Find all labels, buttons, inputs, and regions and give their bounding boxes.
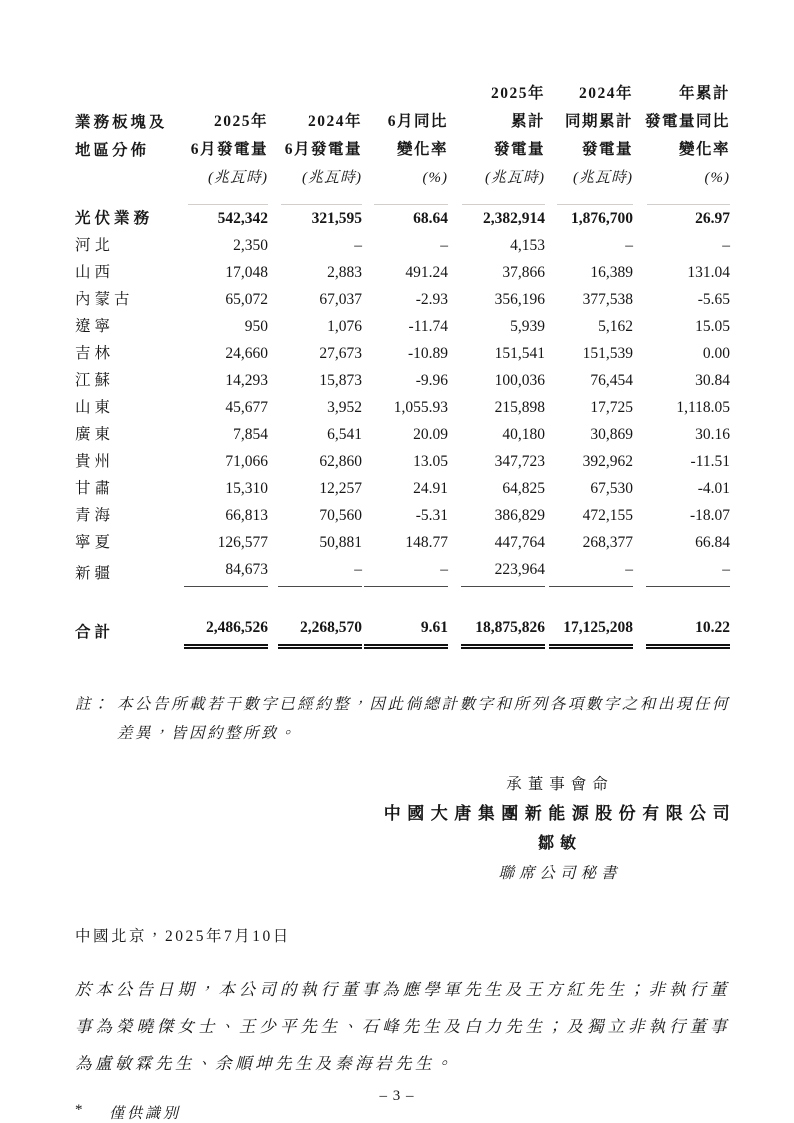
value-cell bbox=[448, 502, 545, 529]
header-line: (兆瓦時) bbox=[485, 170, 545, 186]
table-row bbox=[75, 448, 730, 475]
value: 131.04 bbox=[687, 264, 730, 281]
value: 1,055.93 bbox=[393, 399, 448, 416]
table-row bbox=[75, 421, 730, 448]
value: -11.51 bbox=[690, 453, 730, 470]
region-label: 合計 bbox=[75, 624, 115, 641]
value: -4.01 bbox=[697, 480, 730, 497]
column-header bbox=[175, 80, 268, 205]
value: 26.97 bbox=[695, 210, 730, 227]
region-label: 青海 bbox=[75, 507, 115, 524]
region-label: 遼寧 bbox=[75, 318, 115, 335]
value: 15,873 bbox=[319, 372, 362, 389]
header-line: 發電量 bbox=[493, 141, 545, 158]
company-name: 中國大唐集團新能源股份有限公司 bbox=[383, 804, 737, 823]
header-line bbox=[268, 80, 362, 108]
note-text: 本公告所載若干數字已經約整，因此倘總計數字和所列各項數字之和出現任何差異，皆因約整所致。 bbox=[117, 696, 730, 742]
header-line: 業務板塊及 bbox=[75, 114, 168, 131]
value: -9.96 bbox=[415, 372, 448, 389]
table-body bbox=[75, 205, 730, 646]
value-cell bbox=[448, 421, 545, 448]
header-rule bbox=[281, 192, 362, 205]
value: 76,454 bbox=[590, 372, 633, 389]
header-line: 累計 bbox=[510, 113, 545, 130]
header-rule bbox=[374, 192, 448, 205]
region-label: 新疆 bbox=[75, 565, 115, 582]
value-cell bbox=[175, 259, 268, 286]
value: 15,310 bbox=[225, 480, 268, 497]
table-row bbox=[75, 205, 730, 232]
value-cell bbox=[633, 367, 730, 394]
column-header bbox=[633, 80, 730, 205]
footnote bbox=[75, 1102, 730, 1123]
value-cell bbox=[448, 313, 545, 340]
value: 66,813 bbox=[225, 507, 268, 524]
region-label: 內蒙古 bbox=[75, 291, 134, 308]
value-cell bbox=[545, 232, 633, 259]
signature-block bbox=[325, 770, 794, 888]
value-cell bbox=[545, 529, 633, 556]
value: 67,037 bbox=[319, 291, 362, 308]
value-cell bbox=[362, 340, 448, 367]
value: – bbox=[364, 556, 448, 587]
value-cell bbox=[633, 587, 730, 646]
header-rule bbox=[557, 192, 633, 205]
value-cell bbox=[545, 313, 633, 340]
value-cell bbox=[268, 421, 362, 448]
table-row bbox=[75, 394, 730, 421]
header-line: 發電量同比 bbox=[644, 113, 730, 130]
column-header-region bbox=[75, 80, 175, 205]
header-line: (%) bbox=[704, 170, 730, 186]
header-line: 6月發電量 bbox=[284, 141, 362, 158]
header-line: (兆瓦時) bbox=[208, 170, 268, 186]
column-header bbox=[362, 80, 448, 205]
value-cell bbox=[448, 286, 545, 313]
table-row bbox=[75, 286, 730, 313]
header-line: 2025年 bbox=[213, 113, 268, 130]
value: 65,072 bbox=[225, 291, 268, 308]
value-cell bbox=[362, 529, 448, 556]
value: 15.05 bbox=[695, 318, 730, 335]
value: 37,866 bbox=[502, 264, 545, 281]
footnote-marker: * bbox=[75, 1102, 86, 1118]
value-cell bbox=[633, 529, 730, 556]
value: 27,673 bbox=[319, 345, 362, 362]
value-cell bbox=[545, 367, 633, 394]
value-cell bbox=[268, 529, 362, 556]
value: 392,962 bbox=[582, 453, 633, 470]
value: 24,660 bbox=[225, 345, 268, 362]
value: 9.61 bbox=[364, 614, 448, 646]
table-header bbox=[75, 80, 730, 205]
value-cell bbox=[545, 448, 633, 475]
value: 3,952 bbox=[327, 399, 362, 416]
value-cell bbox=[633, 286, 730, 313]
value-cell bbox=[268, 340, 362, 367]
secretary-title: 聯席公司秘書 bbox=[498, 865, 622, 882]
value-cell bbox=[545, 340, 633, 367]
header-line bbox=[362, 80, 448, 108]
value: – bbox=[722, 237, 730, 254]
value-cell bbox=[448, 556, 545, 587]
header-rule bbox=[647, 192, 730, 205]
value: 71,066 bbox=[225, 453, 268, 470]
value: -5.31 bbox=[415, 507, 448, 524]
value: 64,825 bbox=[502, 480, 545, 497]
value-cell bbox=[633, 232, 730, 259]
value: -18.07 bbox=[689, 507, 730, 524]
value: 1,118.05 bbox=[676, 399, 730, 416]
value-cell bbox=[545, 556, 633, 587]
value: 347,723 bbox=[494, 453, 545, 470]
value: 151,539 bbox=[582, 345, 633, 362]
value-cell bbox=[362, 394, 448, 421]
region-label: 寧夏 bbox=[75, 534, 115, 551]
value: 126,577 bbox=[217, 534, 268, 551]
table-row bbox=[75, 232, 730, 259]
header-line: 變化率 bbox=[396, 141, 448, 158]
secretary-name: 鄒敏 bbox=[537, 835, 582, 852]
value-cell bbox=[448, 475, 545, 502]
region-label: 山西 bbox=[75, 264, 115, 281]
value-cell bbox=[268, 587, 362, 646]
value-cell bbox=[362, 205, 448, 232]
value: 215,898 bbox=[494, 399, 545, 416]
value: 447,764 bbox=[494, 534, 545, 551]
value: -2.93 bbox=[415, 291, 448, 308]
value-cell bbox=[268, 286, 362, 313]
value-cell bbox=[633, 394, 730, 421]
header-line: 6月同比 bbox=[387, 113, 448, 130]
value-cell bbox=[545, 421, 633, 448]
value: 18,875,826 bbox=[461, 614, 545, 646]
value-cell bbox=[175, 313, 268, 340]
value: 356,196 bbox=[494, 291, 545, 308]
generation-table bbox=[75, 80, 730, 646]
value: 84,673 bbox=[184, 556, 268, 587]
value: 2,382,914 bbox=[483, 210, 545, 227]
value-cell bbox=[633, 556, 730, 587]
header-rule bbox=[188, 192, 268, 205]
value-cell bbox=[175, 502, 268, 529]
value: 2,268,570 bbox=[278, 614, 362, 646]
header-line: 同期累計 bbox=[564, 113, 633, 130]
value: 1,876,700 bbox=[571, 210, 633, 227]
value-cell bbox=[175, 340, 268, 367]
value: 100,036 bbox=[494, 372, 545, 389]
header-line: 2025年 bbox=[490, 85, 545, 102]
table-row bbox=[75, 313, 730, 340]
header-line: 2024年 bbox=[307, 113, 362, 130]
value-cell bbox=[448, 394, 545, 421]
value-cell bbox=[268, 475, 362, 502]
value-cell bbox=[268, 502, 362, 529]
value-cell bbox=[362, 259, 448, 286]
value-cell bbox=[362, 313, 448, 340]
region-label: 河北 bbox=[75, 237, 115, 254]
table-row bbox=[75, 587, 730, 646]
value-cell bbox=[448, 340, 545, 367]
value: 30.16 bbox=[695, 426, 730, 443]
value-cell bbox=[268, 259, 362, 286]
value-cell bbox=[175, 232, 268, 259]
value-cell bbox=[545, 587, 633, 646]
by-order-line: 承董事會命 bbox=[506, 776, 614, 793]
value: 17,125,208 bbox=[549, 614, 633, 646]
value: – bbox=[278, 556, 362, 587]
value: 950 bbox=[244, 318, 268, 335]
value: 386,829 bbox=[494, 507, 545, 524]
dateline: 中國北京，2025年7月10日 bbox=[75, 928, 291, 945]
value: – bbox=[625, 237, 633, 254]
value-cell bbox=[633, 421, 730, 448]
value-cell bbox=[545, 205, 633, 232]
value: 67,530 bbox=[590, 480, 633, 497]
value: – bbox=[646, 556, 730, 587]
value-cell bbox=[175, 529, 268, 556]
value: 1,076 bbox=[327, 318, 362, 335]
value: – bbox=[440, 237, 448, 254]
value-cell bbox=[448, 232, 545, 259]
header-line: 6月發電量 bbox=[190, 141, 268, 158]
value: 4,153 bbox=[510, 237, 545, 254]
value-cell bbox=[362, 448, 448, 475]
value: 377,538 bbox=[582, 291, 633, 308]
value: 70,560 bbox=[319, 507, 362, 524]
value: – bbox=[354, 237, 362, 254]
value: 321,595 bbox=[311, 210, 362, 227]
header-line bbox=[175, 80, 268, 108]
value: 223,964 bbox=[461, 556, 545, 587]
value-cell bbox=[362, 421, 448, 448]
value: 24.91 bbox=[413, 480, 448, 497]
value-cell bbox=[633, 259, 730, 286]
header-line: (兆瓦時) bbox=[302, 170, 362, 186]
value: 10.22 bbox=[646, 614, 730, 646]
value: 16,389 bbox=[590, 264, 633, 281]
value: 17,048 bbox=[225, 264, 268, 281]
value-cell bbox=[633, 340, 730, 367]
value-cell bbox=[268, 556, 362, 587]
column-header bbox=[545, 80, 633, 205]
header-row bbox=[75, 80, 730, 205]
value: 45,677 bbox=[225, 399, 268, 416]
column-header bbox=[448, 80, 545, 205]
note-label: 註： bbox=[75, 696, 111, 713]
header-rule bbox=[89, 193, 175, 205]
value-cell bbox=[545, 475, 633, 502]
header-line: 變化率 bbox=[678, 141, 730, 158]
value-cell bbox=[545, 394, 633, 421]
table-row bbox=[75, 259, 730, 286]
value-cell bbox=[448, 367, 545, 394]
value: 0.00 bbox=[702, 345, 730, 362]
header-line: 2024年 bbox=[578, 85, 633, 102]
value-cell bbox=[545, 502, 633, 529]
value: 68.64 bbox=[413, 210, 448, 227]
value-cell bbox=[545, 286, 633, 313]
value-cell bbox=[633, 313, 730, 340]
value: 2,350 bbox=[233, 237, 268, 254]
value-cell bbox=[175, 394, 268, 421]
value: 12,257 bbox=[319, 480, 362, 497]
value-cell bbox=[362, 587, 448, 646]
table-row bbox=[75, 367, 730, 394]
value-cell bbox=[175, 205, 268, 232]
table-row bbox=[75, 529, 730, 556]
value-cell bbox=[633, 205, 730, 232]
rounding-note bbox=[75, 690, 730, 748]
value-cell bbox=[448, 587, 545, 646]
value-cell bbox=[633, 502, 730, 529]
value: 7,854 bbox=[233, 426, 268, 443]
value-cell bbox=[362, 232, 448, 259]
region-label: 廣東 bbox=[75, 426, 115, 443]
value-cell bbox=[448, 259, 545, 286]
value: 50,881 bbox=[319, 534, 362, 551]
value-cell bbox=[448, 205, 545, 232]
value: – bbox=[549, 556, 633, 587]
header-line: 年累計 bbox=[678, 85, 730, 102]
region-label: 江蘇 bbox=[75, 372, 115, 389]
value: 30.84 bbox=[695, 372, 730, 389]
value: 2,486,526 bbox=[184, 614, 268, 646]
region-label: 吉林 bbox=[75, 345, 115, 362]
value-cell bbox=[175, 556, 268, 587]
value: 30,869 bbox=[590, 426, 633, 443]
value: 6,541 bbox=[327, 426, 362, 443]
table-row bbox=[75, 475, 730, 502]
value: 2,883 bbox=[327, 264, 362, 281]
value: -10.89 bbox=[407, 345, 448, 362]
table-row bbox=[75, 556, 730, 587]
value-cell bbox=[268, 394, 362, 421]
value-cell bbox=[175, 421, 268, 448]
value-cell bbox=[448, 529, 545, 556]
value: 62,860 bbox=[319, 453, 362, 470]
region-label: 甘肅 bbox=[75, 480, 115, 497]
value: 14,293 bbox=[225, 372, 268, 389]
header-rule bbox=[462, 192, 545, 205]
header-line bbox=[75, 81, 175, 109]
value-cell bbox=[268, 313, 362, 340]
value: 151,541 bbox=[494, 345, 545, 362]
region-label: 貴州 bbox=[75, 453, 115, 470]
value-cell bbox=[362, 286, 448, 313]
header-line: (%) bbox=[422, 170, 448, 186]
value-cell bbox=[545, 259, 633, 286]
directors-paragraph: 於本公告日期，本公司的執行董事為應學軍先生及王方紅先生；非執行董事為榮曉傑女士、王少平先生、石峰先生及白力先生；及獨立非執行董事為盧敏霖先生、余順坤先生及秦海岩先生。 bbox=[75, 980, 730, 1073]
value-cell bbox=[268, 232, 362, 259]
value-cell bbox=[362, 367, 448, 394]
value: -5.65 bbox=[697, 291, 730, 308]
header-line: 發電量 bbox=[581, 141, 633, 158]
region-label: 光伏業務 bbox=[75, 210, 154, 227]
header-line: 地區分佈 bbox=[75, 142, 150, 159]
value: 20.09 bbox=[413, 426, 448, 443]
value: 268,377 bbox=[582, 534, 633, 551]
column-header bbox=[268, 80, 362, 205]
value-cell bbox=[175, 286, 268, 313]
value: 5,939 bbox=[510, 318, 545, 335]
value-cell bbox=[268, 367, 362, 394]
value: 40,180 bbox=[502, 426, 545, 443]
value: 491.24 bbox=[405, 264, 448, 281]
region-label: 山東 bbox=[75, 399, 115, 416]
page-number: – 3 – bbox=[379, 1088, 415, 1104]
header-line: (兆瓦時) bbox=[573, 170, 633, 186]
value-cell bbox=[448, 448, 545, 475]
value-cell bbox=[362, 556, 448, 587]
value-cell bbox=[362, 502, 448, 529]
value-cell bbox=[175, 367, 268, 394]
value: 472,155 bbox=[582, 507, 633, 524]
value-cell bbox=[633, 475, 730, 502]
value: 66.84 bbox=[695, 534, 730, 551]
value: 5,162 bbox=[598, 318, 633, 335]
value-cell bbox=[362, 475, 448, 502]
value: 148.77 bbox=[405, 534, 448, 551]
table-row bbox=[75, 502, 730, 529]
value-cell bbox=[268, 448, 362, 475]
value-cell bbox=[175, 475, 268, 502]
value-cell bbox=[633, 448, 730, 475]
value-cell bbox=[175, 587, 268, 646]
header-line bbox=[75, 165, 175, 193]
footnote-text: 僅供識別 bbox=[109, 1106, 182, 1122]
table-row bbox=[75, 340, 730, 367]
value: 542,342 bbox=[217, 210, 268, 227]
value: -11.74 bbox=[408, 318, 448, 335]
value-cell bbox=[268, 205, 362, 232]
value: 13.05 bbox=[413, 453, 448, 470]
value-cell bbox=[175, 448, 268, 475]
value: 17,725 bbox=[590, 399, 633, 416]
